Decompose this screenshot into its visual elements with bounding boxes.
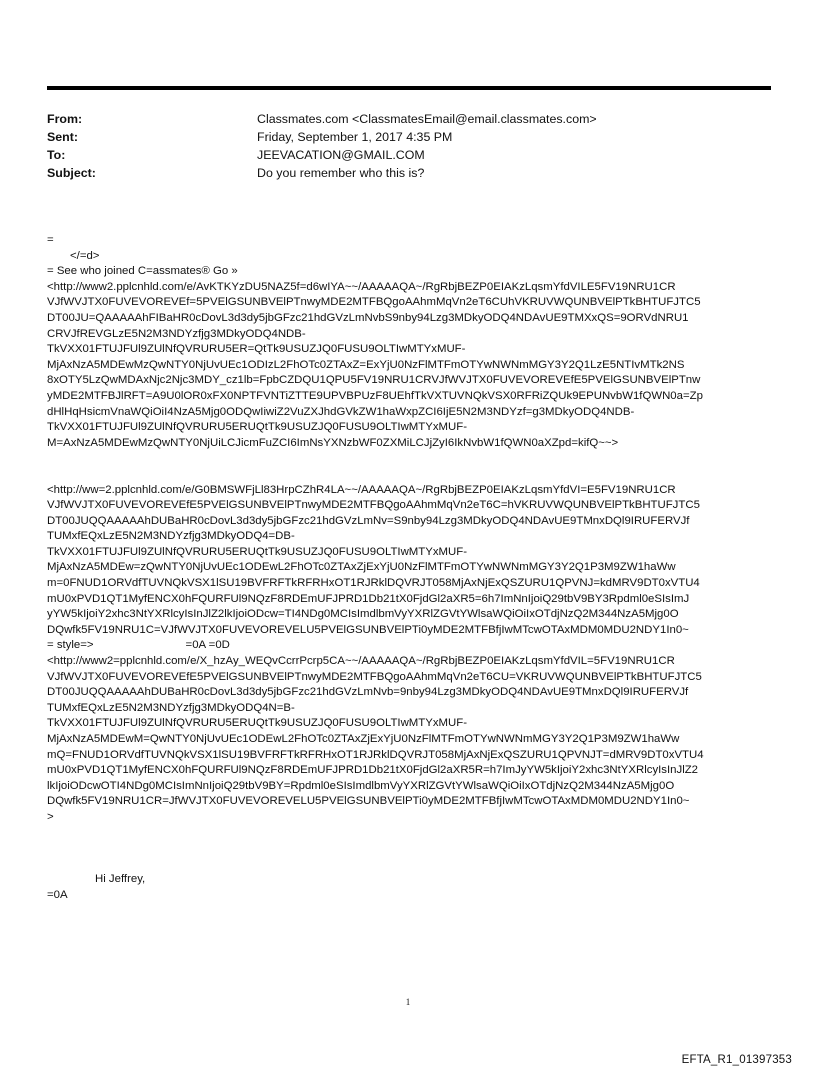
blank-line [47,451,773,467]
body-line: mU0xPVD1QT1MyfENCX0hFQURFUl9NQzF8RDEmUFJPRD1Db21tX0FjdGl2aXR5=6h7ImNnIjoiQ29tbV9BY3Rpdml0eSIsImJ [47,592,690,605]
document-id: EFTA_R1_01397353 [681,1054,792,1066]
subject-value: Do you remember who this is? [257,166,425,180]
body-line: mU0xPVD1QT1MyfENCX0hFQURFUl9NQzF8RDEmUFJPRD1Db21tX0FjdGl2aXR5R=h7ImJyYW5kIjoiY2xhc3NtYXRlcyIsInJlZ2 [47,764,699,777]
body-line: DQwfk5FV19NRU1CR=JfWVJTX0FUVEVOREVELU5PVElGSUNBVElPTi0yMDE2MTFBfjIwMTcwOTAxMDM0MDU2NDY1In0~ [47,795,690,808]
sent-label: Sent: [47,130,78,144]
email-body [47,233,773,904]
body-line: <http://www2=pplcnhld.com/e/X_hzAy_WEQvCcrrPcrp5CA~~/AAAAAQA~/RgRbjBEZP0EIAKzLqsmYfdVIL=5FV19NRU1CR [47,655,675,668]
page-number: 1 [405,997,411,1007]
body-line: DT00JUQQAAAAAhDUBaHR0cDovL3d3dy5jbGFzc21hdGVzLmNvb=9nby94Lzg3MDkyODQ4NDAvUE9TMnxDQl9IRUFERVJf [47,686,689,699]
to-row [47,146,771,164]
body-line: MjAxNzA5MDEwM=QwNTY0NjUvUEc1ODEwL2FhOTc0ZTAxZjExYjU0NzFlMTFmOTYwNWNmMGY3Y2Q1P3M9ZW1haWw [47,733,680,745]
body-line: DT00JUQQAAAAAhDUBaHR0cDovL3d3dy5jbGFzc21hdGVzLmNv=S9nby94Lzg3MDkyODQ4NDAvUE9TMnxDQl9IRUFERVJf [47,514,690,527]
body-line: DT00JU=QAAAAAhFIBaHR0cDovL3d3dy5jbGFzc21hdGVzLmNvbS9nby94Lzg3MDkyODQ4NDAvUE9TMXxQS=9ORVdNRU1 [47,311,689,324]
body-line: TkVXX01FTUJFUl9ZUlNfQVRURU5ER=QtTk9USUZJQ0FUSU9OLTIwMTYxMUF- [47,343,466,356]
body-line: = See who joined C=assmates® Go » [47,265,238,278]
body-line: <http://ww=2.pplcnhld.com/e/G0BMSWFjLl83HrpCZhR4LA~~/AAAAAQA~/RgRbjBEZP0EIAKzLqsmYfdVI=E5FV19NRU1CR [47,483,676,496]
body-line: VJfWVJTX0FUVEVOREVEfE5PVElGSUNBVElPTnwyMDE2MTFBQgoAAhmMqVn2eT6CU=VKRUVWQUNBVElPTkBHTUFJTC5 [47,670,702,683]
body-line: TkVXX01FTUJFUl9ZUlNfQVRURU5ERUQtTk9USUZJQ0FUSU9OLTIwMTYxMUF- [47,717,468,730]
sent-value: Friday, September 1, 2017 4:35 PM [257,130,453,144]
body-line: TUMxfEQxLzE5N2M3NDYzfjg3MDkyODQ4N=B- [47,701,295,714]
blank-line [47,841,773,857]
body-line: =0A [47,888,68,901]
email-header [47,110,771,182]
body-line: VJfWVJTX0FUVEVOREVEf=5PVElGSUNBVElPTnwyMDE2MTFBQgoAAhmMqVn2eT6CUhVKRUVWQUNBVElPTkBHTUFJTC5 [47,296,701,309]
body-line: M=AxNzA5MDEwMzQwNTY0NjUiLCJicmFuZCI6ImNsYXNzbWF0ZXMiLCJjZyI6IkNvbW1fQWN0aXZpd=kifQ~~> [47,436,619,449]
body-fragment: =0A =0D [185,639,230,652]
to-value: JEEVACATION@GMAIL.COM [257,148,425,162]
body-line: TUMxfEQxLzE5N2M3NDYzfjg3MDkyODQ4=DB- [47,530,295,543]
to-label: To: [47,148,66,162]
body-line: 8xOTY5LzQwMDAxNjc2Njc3MDY_cz1lb=FpbCZDQU1QPU5FV19NRU1CRVJfWVJTX0FUVEVOREVEfE5PVElGSUNBVElPTnw [47,374,701,387]
body-line: TkVXX01FTUJFUl9ZUlNfQVRURU5ERUQtTk9USUZJQ0FUSU9OLTIwMTYxMUF- [47,421,468,434]
body-line: yMDE2MTFBJlRFT=A9U0lOR0xFX0NPTFVNTiZTTE9UPVBPUzF8UEhfTkVXTUVNQkVSX0RFRiZQUk9EPUNvbW1fQWN0a=Zp [47,389,703,402]
body-line: VJfWVJTX0FUVEVOREVEfE5PVElGSUNBVElPTnwyMDE2MTFBQgoAAhmMqVn2eT6C=hVKRUVWQUNBVElPTkBHTUFJTC5 [47,499,700,512]
blank-line [47,826,773,842]
body-fragment: = style=> [47,639,94,652]
from-value: Classmates.com <ClassmatesEmail@email.classmates.com> [257,112,597,126]
from-row [47,110,771,128]
body-line: dHlHqHsicmVnaWQiOiI4NzA5Mjg0ODQwIiwiZ2VuZXJhdGVkZW1haWxpZCI6IjE5N2M3NDYzf=g3MDkyODQ4NDB- [47,405,635,418]
body-line: yYW5kIjoiY2xhc3NtYXRlcyIsInJlZ2lkIjoiODcw=TI4NDg0MCIsImdlbmVyYXRlZGVtYWlsaWQiOiIxOTdjNzQ2M344NzA5Mjg0O [47,608,679,621]
from-label: From: [47,112,83,126]
body-line: = [47,234,54,246]
body-line: MjAxNzA5MDEwMzQwNTY0NjUvUEc1ODIzL2FhOTc0ZTAxZ=ExYjU0NzFlMTFmOTYwNWNmMGY3Y2Q1LzE5NTIvMTk2NS [47,358,685,371]
body-line: lkIjoiODcwOTI4NDg0MCIsImNnIjoiQ29tbV9BY=Rpdml0eSIsImdlbmVyYXRlZGVtYWlsaWQiOiIxOTdjNzQ2M344NzA5Mjg0O [47,779,675,792]
body-line: > [47,810,54,823]
sent-row [47,128,771,146]
greeting-line: Hi Jeffrey, [95,873,146,886]
body-line: <http://www2.pplcnhld.com/e/AvKTKYzDU5NAZ5f=d6wIYA~~/AAAAAQA~/RgRbjBEZP0EIAKzLqsmYfdVILE5FV19NRU1CR [47,280,676,293]
body-line: TkVXX01FTUJFUl9ZUlNfQVRURU5ERUQtTk9USUZJQ0FUSU9OLTIwMTYxMUF- [47,545,468,558]
blank-line [47,467,773,483]
subject-row [47,164,771,182]
body-line: m=0FNUD1ORVdfTUVNQkVSX1lSU19BVFRFTkRFRHxOT1RJRklDQVRJT058MjAxNjExQSZURU1QPVNJ=kdMRV9DT0xVTU4 [47,577,700,590]
body-line: </=d> [70,249,100,262]
body-line: DQwfk5FV19NRU1C=VJfWVJTX0FUVEVOREVELU5PVElGSUNBVElPTi0yMDE2MTFBfjIwMTcwOTAxMDM0MDU2NDY1In0~ [47,623,689,636]
body-line [47,638,773,654]
body-line: MjAxNzA5MDEw=zQwNTY0NjUvUEc1ODEwL2FhOTc0ZTAxZjExYjU0NzFlMTFmOTYwNWNmMGY3Y2Q1P3M9ZW1haWw [47,561,676,574]
subject-label: Subject: [47,166,96,180]
header-rule [47,86,771,90]
body-line: CRVJfREVGLzE5N2M3NDYzfjg3MDkyODQ4NDB- [47,327,306,340]
body-line: mQ=FNUD1ORVdfTUVNQkVSX1lSU19BVFRFTkRFRHxOT1RJRklDQVRJT058MjAxNjExQSZURU1QPVNJT=dMRV9DT0xVTU4 [47,748,704,761]
blank-line [47,857,773,873]
